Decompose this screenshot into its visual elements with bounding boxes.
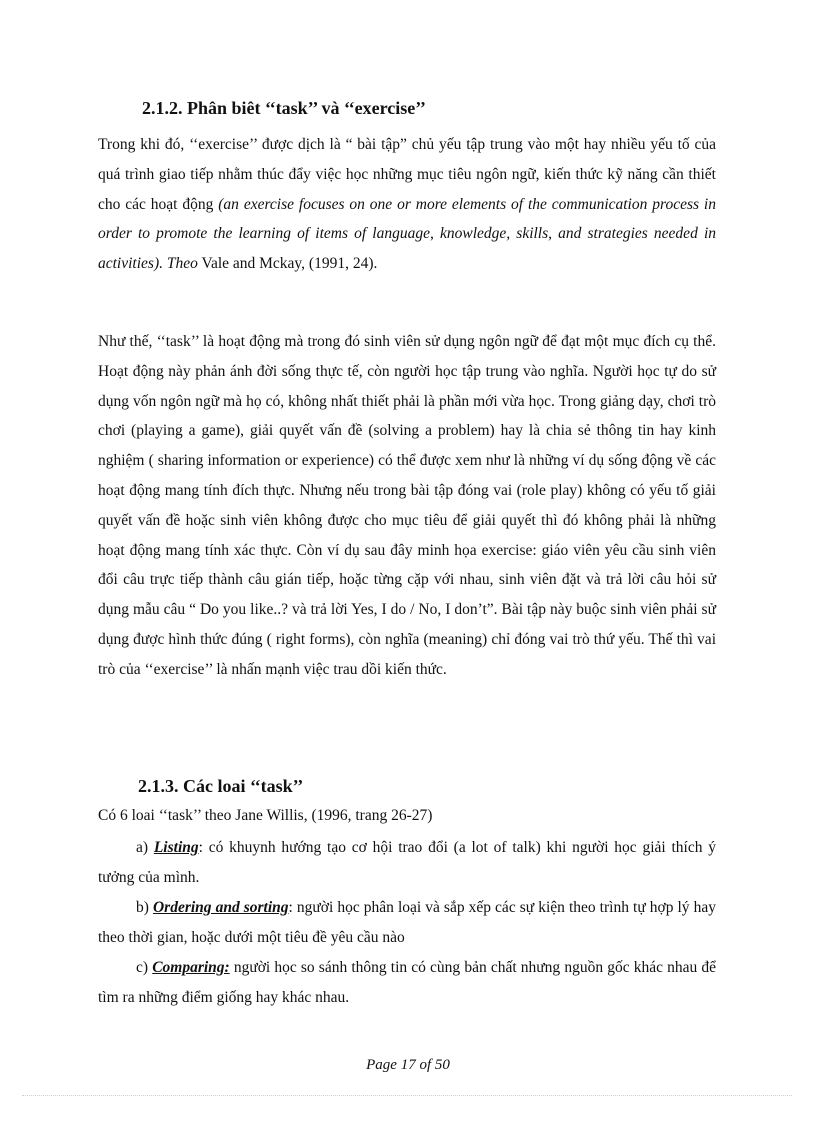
item-text: : có khuynh hướng tạo cơ hội trao đổi (a lot of talk) khi người học giải thích ý tưởng của mình. — [98, 839, 716, 886]
paragraph-italic-quote: (an exercise focuses on one or more elements of the communication process in order to promote the learning of items of language, knowledge, skills, and strategies needed in activities). — [98, 195, 716, 273]
task-type-item-listing — [98, 833, 716, 893]
item-text: người học so sánh thông tin có cùng bản chất nhưng nguồn gốc khác nhau để tìm ra những điểm giống hay khác nhau. — [98, 959, 717, 1006]
item-term: Ordering and sorting — [152, 899, 289, 916]
task-type-item-comparing — [98, 953, 716, 1013]
page-bottom-divider — [22, 1095, 792, 1096]
item-prefix: c) — [136, 959, 153, 976]
paragraph-exercise-definition — [98, 130, 716, 279]
item-prefix: b) — [136, 899, 153, 916]
page-number-footer: Page 17 of 50 — [366, 1057, 450, 1073]
paragraph-italic-text: Theo — [163, 255, 198, 273]
item-term: Comparing: — [152, 959, 230, 976]
task-types-intro: Có 6 loai ‘‘task’’ theo Jane Willis, (1996, trang 26-27) — [98, 807, 433, 824]
section-heading-2-1-2: 2.1.2. Phân biêt ‘‘task’’ và ‘‘exercise’’ — [142, 98, 426, 118]
paragraph-text: Trong khi đó, ‘‘exercise’’ được dịch là “ bài tập” chủ yếu tập trung vào một hay nhiều yếu tố của quá trình giao tiếp nhằm thúc đẩy việc học những mục tiêu ngôn ngữ, kiến thức kỹ năng cần thiết cho các hoạt động — [98, 136, 716, 213]
task-type-item-ordering — [98, 893, 716, 953]
item-text: : người học phân loại và sắp xếp các sự kiện theo trình tự hợp lý hay theo thời gian, hoặc dưới một tiêu đề yêu cầu nào — [98, 899, 716, 946]
section-heading-2-1-3: 2.1.3. Các loai ‘‘task’’ — [138, 776, 304, 796]
item-term: Listing — [153, 839, 199, 856]
paragraph-citation: Vale and Mckay, (1991, 24). — [197, 255, 378, 273]
item-prefix: a) — [136, 839, 154, 856]
paragraph-task-explanation: Như thế, ‘‘task’’ là hoạt động mà trong đó sinh viên sử dụng ngôn ngữ để đạt một mục đích cụ thể. Hoạt động này phản ánh đời sống thực tế, còn người học tập trung vào nghĩa. Người học tự do sử dụng vốn ngôn ngữ mà họ có, không nhất thiết phải là phần mới vừa học. Trong giảng dạy, chơi trò chơi (playing a game), giải quyết vấn đề (solving a problem) hay là chia sẻ thông tin hay kinh nghiệm ( sharing information or experience) có thể được xem như là những ví dụ sống động về các hoạt động mang tính đích thực. Nhưng nếu trong bài tập đóng vai (role play) không có yếu tố giải quyết vấn đề hoặc sinh viên không được cho mục tiêu để giải quyết thì đó không phải là những hoạt động mang tính xác thực. Còn ví dụ sau đây minh họa exercise: giáo viên yêu cầu sinh viên đổi câu trực tiếp thành câu gián tiếp, hoặc từng cặp với nhau, sinh viên đặt và trả lời câu hỏi sử dụng mẫu câu “ Do you like..? và trả lời Yes, I do / No, I don’t”. Bài tập này buộc sinh viên phải sử dụng được hình thức đúng ( right forms), còn nghĩa (meaning) chỉ đóng vai trò thứ yếu. Thế thì vai trò của ‘‘exercise’’ là nhấn mạnh việc trau dồi kiến thức. — [98, 333, 716, 678]
